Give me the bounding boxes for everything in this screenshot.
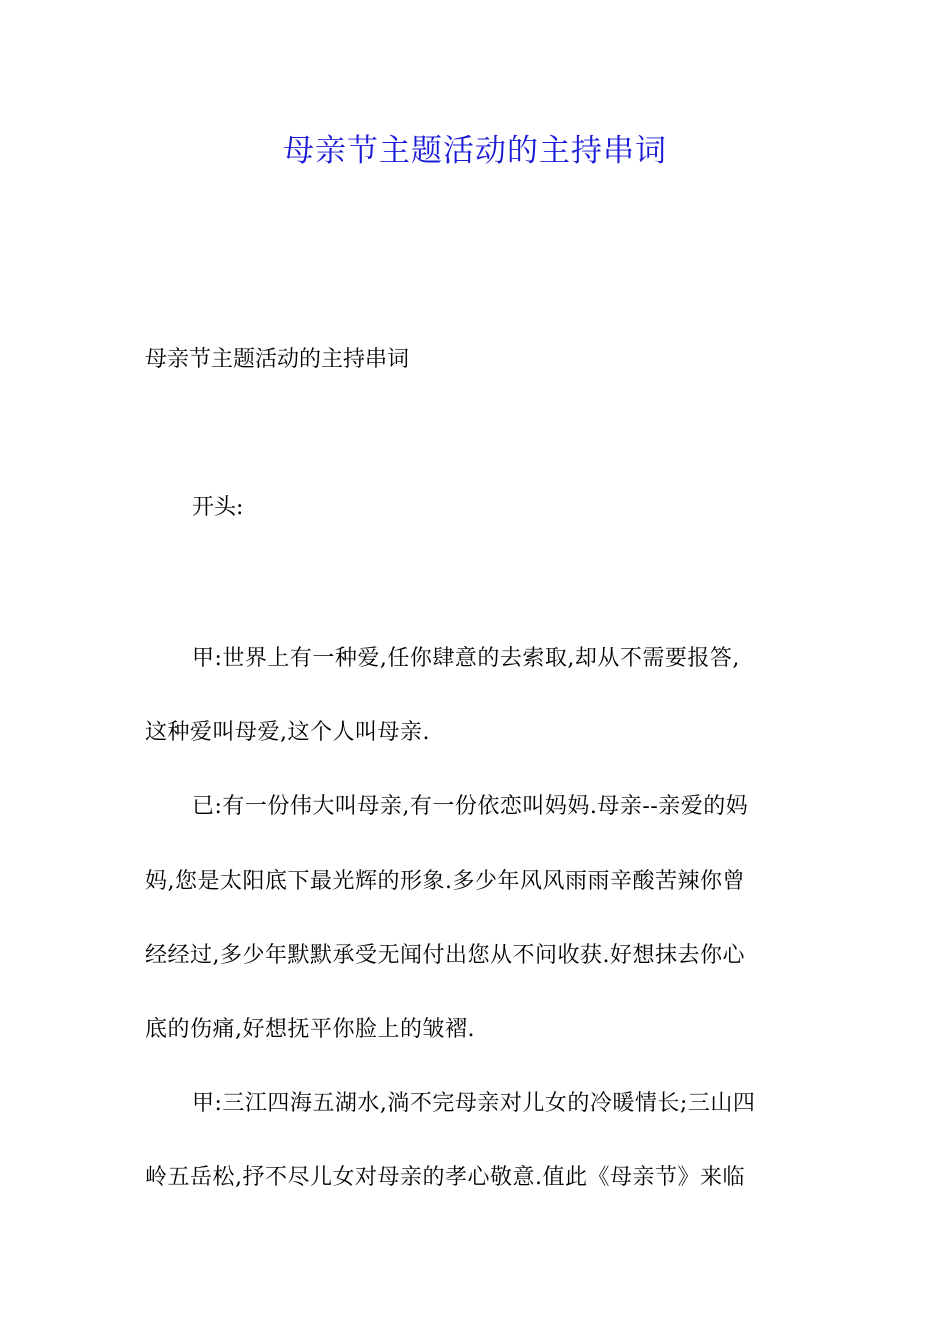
paragraph-line: 甲:世界上有一种爱,任你肆意的去索取,却从不需要报答, — [192, 646, 740, 671]
paragraph-line: 已:有一份伟大叫母亲,有一份依恋叫妈妈.母亲--亲爱的妈 — [192, 794, 749, 819]
document-title: 母亲节主题活动的主持串词 — [283, 133, 667, 169]
paragraph-line: 底的伤痛,好想抚平你脸上的皱褶. — [145, 1017, 475, 1042]
section-heading-opening: 开头: — [192, 495, 244, 520]
document-subtitle: 母亲节主题活动的主持串词 — [145, 347, 410, 372]
paragraph-line: 岭五岳松,抒不尽儿女对母亲的孝心敬意.值此《母亲节》来临 — [145, 1165, 745, 1190]
paragraph-line: 经经过,多少年默默承受无闻付出您从不问收获.好想抹去你心 — [145, 943, 745, 968]
paragraph-line: 这种爱叫母爱,这个人叫母亲. — [145, 720, 430, 745]
paragraph-line: 妈,您是太阳底下最光辉的形象.多少年风风雨雨辛酸苦辣你曾 — [145, 869, 745, 894]
paragraph-line: 甲:三江四海五湖水,淌不完母亲对儿女的冷暖情长;三山四 — [192, 1091, 756, 1116]
